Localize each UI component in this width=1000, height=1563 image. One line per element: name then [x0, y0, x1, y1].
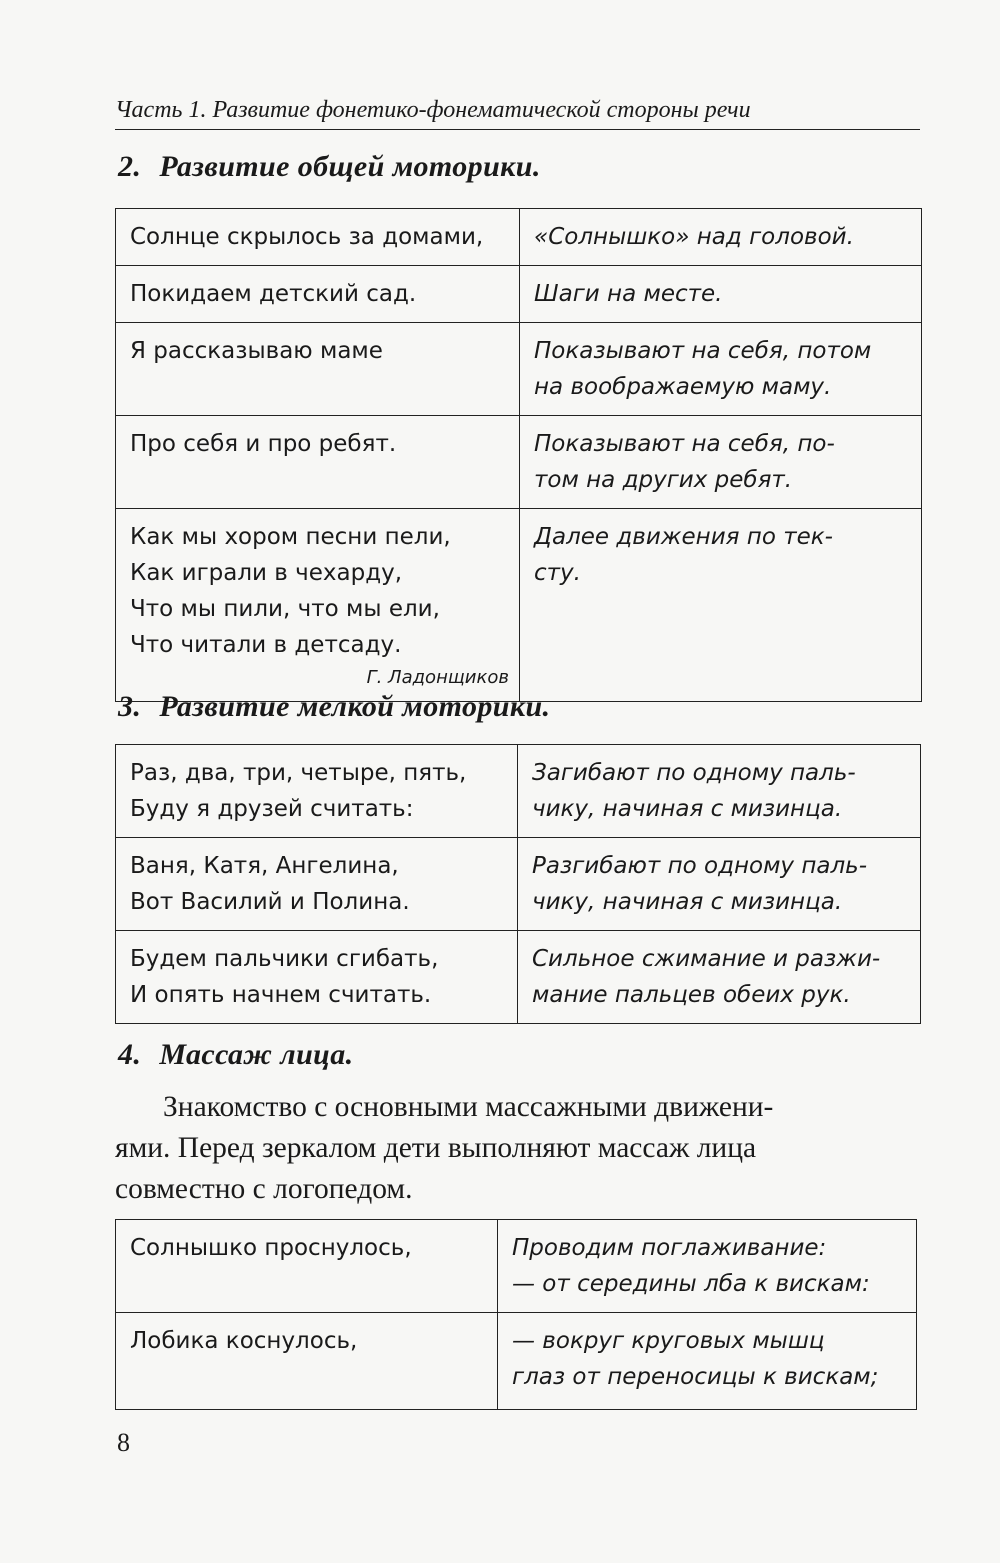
verse-cell: Ваня, Катя, Ангелина, Вот Василий и Полина.: [116, 838, 518, 931]
table-row: [116, 1220, 917, 1313]
page-number: 8: [117, 1428, 130, 1457]
verse-cell: Как мы хором песни пели, Как играли в чехарду, Что мы пили, что мы ели, Что читали в детсаду. Г. Ладонщиков: [116, 509, 520, 702]
action-cell: Показывают на себя, потом на воображаемую маму.: [520, 323, 922, 416]
verse-cell: Про себя и про ребят.: [116, 416, 520, 509]
running-head: Часть 1. Развитие фонетико-фонематической стороны речи: [115, 93, 920, 130]
action-cell: «Солнышко» над головой.: [520, 209, 922, 266]
table-row: [116, 416, 922, 509]
verse-cell: Лобика коснулось,: [116, 1313, 498, 1410]
intro-paragraph: Знакомство с основными массажными движени- ями. Перед зеркалом дети выполняют массаж лица совместно с логопедом.: [115, 1091, 774, 1205]
action-cell: Показывают на себя, по- том на других ребят.: [520, 416, 922, 509]
verse-cell: Я рассказываю маме: [116, 323, 520, 416]
verse-cell: Покидаем детский сад.: [116, 266, 520, 323]
face-massage-table: [115, 1219, 917, 1410]
table-row: [116, 838, 921, 931]
section-title: Развитие общей моторики.: [159, 150, 541, 183]
action-cell: Разгибают по одному паль- чику, начиная с мизинца.: [518, 838, 921, 931]
action-cell: Шаги на месте.: [520, 266, 922, 323]
section-number: 2.: [118, 150, 142, 183]
section-heading-general-motor: [118, 150, 541, 184]
table-row: [116, 509, 922, 702]
section-number: 3.: [118, 690, 142, 723]
action-cell: Загибают по одному паль- чику, начиная с мизинца.: [518, 745, 921, 838]
table-row: [116, 1313, 917, 1410]
section-title: Массаж лица.: [159, 1038, 354, 1071]
table-row: [116, 209, 922, 266]
action-cell: Проводим поглаживание: — от середины лба к вискам:: [498, 1220, 917, 1313]
table-row: [116, 931, 921, 1024]
table-row: [116, 323, 922, 416]
table-row: [116, 266, 922, 323]
section-title: Развитие мелкой моторики.: [159, 690, 551, 723]
verse-cell: Будем пальчики сгибать, И опять начнем считать.: [116, 931, 518, 1024]
section-heading-face-massage: [118, 1038, 354, 1072]
poem-author: Г. Ладонщиков: [366, 667, 509, 688]
section-heading-fine-motor: [118, 690, 550, 724]
fine-motor-table: [115, 744, 921, 1024]
action-cell: Сильное сжимание и разжи- мание пальцев обеих рук.: [518, 931, 921, 1024]
action-cell: — вокруг круговых мышц глаз от переносицы к вискам;: [498, 1313, 917, 1410]
general-motor-table: [115, 208, 922, 702]
action-cell: Далее движения по тек- сту.: [520, 509, 922, 702]
table-row: [116, 745, 921, 838]
section-number: 4.: [118, 1038, 142, 1071]
verse-cell: Раз, два, три, четыре, пять, Буду я друзей считать:: [116, 745, 518, 838]
verse-cell: Солнце скрылось за домами,: [116, 209, 520, 266]
verse-cell: Солнышко проснулось,: [116, 1220, 498, 1313]
